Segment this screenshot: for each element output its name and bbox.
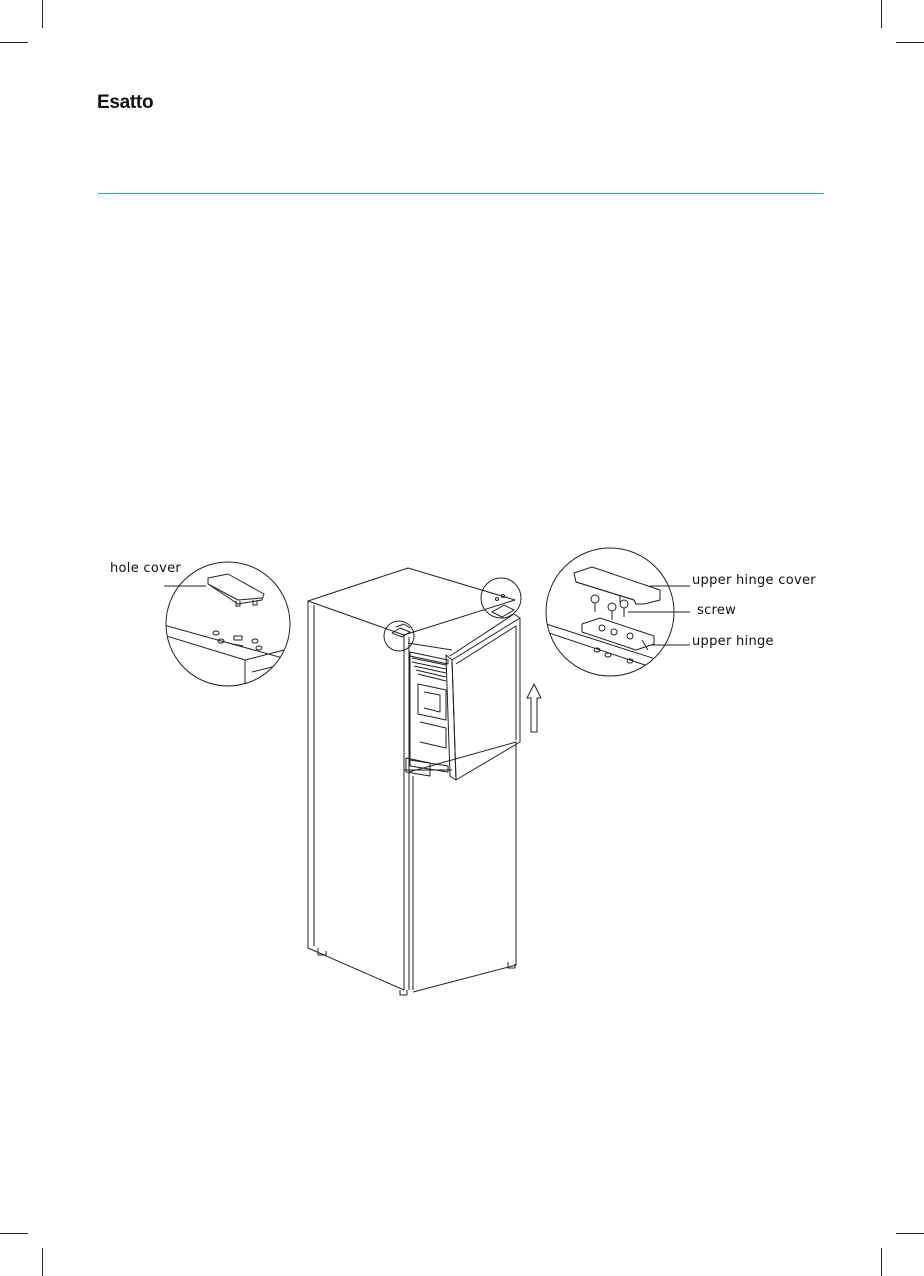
label-upper-hinge: upper hinge <box>692 634 774 649</box>
upper-hinge-callout-ring <box>481 578 521 618</box>
refrigerator-body <box>308 568 520 995</box>
hole-cover-detail <box>160 562 300 700</box>
label-upper-hinge-cover: upper hinge cover <box>692 573 816 588</box>
label-screw: screw <box>697 603 737 618</box>
upper-hinge-detail <box>540 548 690 680</box>
brand-logo: Esatto <box>97 92 154 113</box>
up-arrow-icon <box>527 684 541 732</box>
label-hole-cover: hole cover <box>110 561 182 576</box>
